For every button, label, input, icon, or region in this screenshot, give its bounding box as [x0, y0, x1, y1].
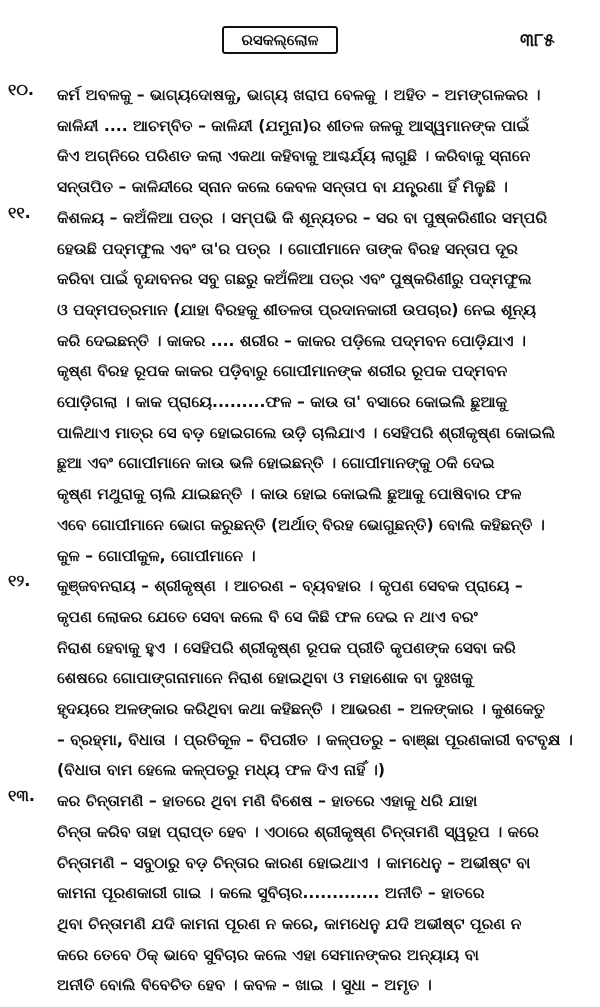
note-line: କରେ ତେବେ ଠିକ୍ ଭାବେ ସୁବିଚାର କଲେ ଏହା ସେମାନଙ୍କର ଅନ୍ୟାୟ ବା	[57, 945, 479, 964]
page-number: ୩୮୫	[520, 30, 555, 51]
note-number: ୧୩.	[8, 786, 35, 806]
note-line: ଏବେ ଗୋପୀମାନେ ଭୋଗ କରୁଛନ୍ତି (ଅର୍ଥାତ୍ ବିରହ ଭୋଗୁଛନ୍ତି) ବୋଲି କହିଛନ୍ତି ।	[57, 515, 545, 534]
note-line: ଥିବା ଚିନ୍ତାମଣି ଯଦି କାମନା ପୂରଣ ନ କରେ, କାମଧେନୁ ଯଦି ଅଭୀଷ୍ଟ ପୂରଣ ନ	[57, 914, 522, 933]
note-line: ଶେଷରେ ଗୋପାଙ୍ଗନାମାନେ ନିରାଶ ହୋଇଥିବା ଓ ମହାଶୋକ ବା ଦୁଃଖକୁ	[57, 669, 474, 688]
note-line: କିଏ ଅଗ୍ନିରେ ପରିଣତ କଲା ଏକଥା କହିବାକୁ ଆଶ୍ଚର୍ଯ୍ୟ ଲାଗୁଛି । କରିବାକୁ ସ୍ନାନେ	[57, 147, 531, 166]
note-line: (ବିଧାତା ବାମ ହେଲେ କଳ୍ପତରୁ ମଧ୍ୟ ଫଳ ଦିଏ ନାହିଁ ।)	[57, 761, 386, 780]
note-line: ପାଳିଥାଏ ମାତ୍ର ସେ ବଡ଼ ହୋଇଗଲେ ଉଡ଼ି ଚାଲିଯାଏ । ସେହିପରି ଶ୍ରୀକୃଷ୍ଣ କୋଇଲି	[57, 423, 556, 442]
note-line: କର୍ମ ଅବଳକୁ – ଭାଗ୍ୟଦୋଷକୁ, ଭାଗ୍ୟ ଖରାପ ବେଳକୁ । ଅହିତ – ଅମଙ୍ଗଳକର ।	[57, 86, 541, 104]
page-header	[0, 8, 600, 58]
note-line: ପୋଡ଼ିଗଲା । କାକ ପ୍ରାୟେ.........ଫଳ – କାଉ ତା' ବସାରେ କୋଇଲି ଛୁଆକୁ	[57, 393, 508, 412]
note-line: ହୃଦୟରେ ଅଳଙ୍କାର କରିଥିବା କଥା କହିଛନ୍ତି । ଆଭରଣ – ଅଳଙ୍କାର । କୁଶକେତୁ	[57, 700, 546, 719]
note-line: କରିବା ପାଇଁ ବୃନ୍ଦାବନର ସବୁ ଗଛରୁ କଅଁଳିଆ ପତ୍ର ଏବଂ ପୁଷ୍କରିଣୀରୁ ପଦ୍ମଫୁଲ	[57, 270, 532, 289]
note-12	[0, 571, 600, 786]
note-line: କୃଷ୍ଣ ବିରହ ରୂପକ କାକର ପଡ଼ିବାରୁ ଗୋପୀମାନଙ୍କ ଶରୀର ରୂପକ ପଦ୍ମବନ	[57, 362, 508, 381]
note-line: ଅନୀତି ବୋଲି ବିବେଚିତ ହେବ । କବଳ – ଖାଇ । ସୁଧା – ଅମୃତ ।	[57, 976, 432, 995]
note-line: ଚିନ୍ତାମଣି – ସବୁଠାରୁ ବଡ଼ ଚିନ୍ତାର କାରଣ ହୋଇଥାଏ । କାମଧେନୁ – ଅଭୀଷ୍ଟ ବା	[57, 853, 531, 872]
note-line: କରି ଦେଇଛନ୍ତି । କାକର .... ଶରୀର – କାକର ପଡ଼ିଲେ ପଦ୍ମବନ ପୋଡ଼ିଯାଏ ।	[57, 331, 527, 350]
note-line: କୃପଣ ଲୋକର ଯେତେ ସେବା କଲେ ବି ସେ କିଛି ଫଳ ଦେଇ ନ ଥାଏ ବରଂ	[57, 607, 478, 626]
note-line: କର ଚିନ୍ତାମଣି – ହାତରେ ଥିବା ମଣି ବିଶେଷ – ହାତରେ ଏହାକୁ ଧରି ଯାହା	[57, 792, 478, 811]
note-line: କାଳିନ୍ଦୀ .... ଆଚମ୍ବିତ – କାଳିନ୍ଦୀ (ଯମୁନା)ର ଶୀତଳ ଜଳକୁ ଆସ୍ୱମାନଙ୍କ ପାଇଁ	[57, 116, 530, 135]
note-line: ଚିନ୍ତା କରିବ ତାହା ପ୍ରାପ୍ତ ହେବ । ଏଠାରେ ଶ୍ରୀକୃଷ୍ଣ ଚିନ୍ତାମଣି ସ୍ୱରୂପ । କରେ	[57, 822, 539, 841]
note-number: ୧୦.	[8, 80, 34, 99]
running-title: ରସକଲ୍ଲୋଳ	[222, 26, 338, 54]
note-line: କିଶଳୟ – କଅଁଳିଆ ପତ୍ର । ସମ୍ପଭି କି ଶୂନ୍ୟତର – ସର ବା ପୁଷ୍କରିଣୀର ସମ୍ପରି	[57, 208, 548, 227]
note-line: ଓ ପଦ୍ମପତ୍ରମାନ (ଯାହା ବିରହକୁ ଶୀତଳତା ପ୍ରଦାନକାରୀ ଉପଚାର) ନେଇ ଶୂନ୍ୟ	[57, 300, 537, 319]
note-line: ହେଉଛି ପଦ୍ମଫୁଲ ଏବଂ ତା'ର ପତ୍ର । ଗୋପୀମାନେ ତାଙ୍କ ବିରହ ସନ୍ତାପ ଦୂର	[57, 239, 518, 258]
note-11	[0, 203, 600, 571]
notes-body	[0, 80, 600, 1001]
note-13	[0, 786, 600, 1001]
note-line: କୃଷ୍ଣ ମଥୁରାକୁ ଚାଲି ଯାଇଛନ୍ତି । କାଉ ହୋଇ କୋଇଲି ଛୁଆକୁ ପୋଷିବାର ଫଳ	[57, 485, 522, 504]
note-line: ଛୁଆ ଏବଂ ଗୋପୀମାନେ କାଉ ଭଳି ହୋଇଛନ୍ତି । ଗୋପୀମାନଙ୍କୁ ଠକି ଦେଇ	[57, 454, 495, 473]
note-line: – ବ୍ରହ୍ମା, ବିଧାତା । ପ୍ରତିକୂଳ – ବିପରୀତ । କଳ୍ପତରୁ – ବାଞ୍ଛା ପୂରଣକାରୀ ବଟବୃକ୍ଷ ।	[57, 730, 573, 749]
note-line: କାମନା ପୂରଣକାରୀ ଗାଇ । କଲେ ସୁବିଚାର............. ଅନୀତି – ହାତରେ	[57, 884, 485, 903]
note-number: ୧୧.	[8, 202, 31, 222]
note-line: ସନ୍ତାପିତ – କାଳିନ୍ଦୀରେ ସ୍ନାନ କଲେ କେବଳ ସନ୍ତାପ ବା ଯନ୍ତ୍ରଣା ହିଁ ମିଳୁଛି ।	[57, 178, 508, 197]
note-10	[0, 80, 600, 203]
note-line: କୁଞ୍ଜବନରାୟ – ଶ୍ରୀକୃଷ୍ଣ । ଆଚରଣ – ବ୍ୟବହାର । କୃପଣ ସେବକ ପ୍ରାୟେ –	[57, 577, 523, 596]
note-number: ୧୨.	[8, 571, 31, 591]
note-line: କୁଳ – ଗୋପୀକୁଳ, ଗୋପୀମାନେ ।	[57, 546, 256, 565]
note-line: ନିରାଶ ହେବାକୁ ହୁଏ । ସେହିପରି ଶ୍ରୀକୃଷ୍ଣ ରୂପକ ପ୍ରୀତି କୃପଣଙ୍କ ସେବା କରି	[57, 638, 516, 657]
